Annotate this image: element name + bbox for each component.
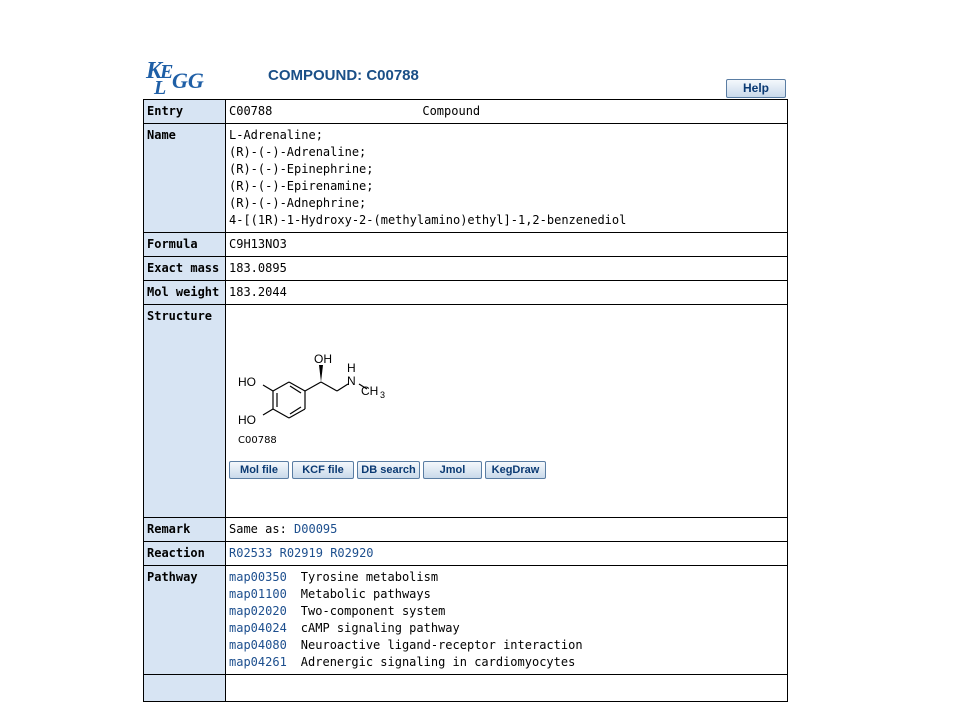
name-line: (R)-(-)-Adnephrine; [229, 196, 367, 210]
kegg-logo [146, 56, 208, 99]
label-formula: Formula [144, 233, 226, 257]
pathway-item [229, 603, 785, 620]
pathway-item [229, 654, 785, 671]
pathway-item [229, 586, 785, 603]
label-pathway: Pathway [144, 566, 226, 675]
mol-weight-value: 183.2044 [226, 281, 788, 305]
name-line: (R)-(-)-Epinephrine; [229, 162, 374, 176]
row-pathway [144, 566, 788, 675]
pathway-item [229, 620, 785, 637]
row-name [144, 124, 788, 233]
row-mol-weight [144, 281, 788, 305]
pathway-link[interactable]: map02020 [229, 604, 287, 618]
pathway-item [229, 637, 785, 654]
compound-entry-table [143, 99, 788, 669]
label-exact-mass: Exact mass [144, 257, 226, 281]
label-reaction: Reaction [144, 542, 226, 566]
name-line: (R)-(-)-Adrenaline; [229, 145, 367, 159]
pathway-item [229, 569, 785, 586]
remark-link[interactable]: D00095 [294, 522, 338, 536]
exact-mass-value: 183.0895 [226, 257, 788, 281]
entry-id: C00788 [229, 104, 273, 118]
structure-diagram [229, 342, 429, 457]
entry-type: Compound [422, 104, 481, 118]
atom-label: N [347, 374, 356, 388]
row-remark [144, 518, 788, 542]
svg-text:K: K [146, 58, 163, 84]
pathway-link[interactable]: map01100 [229, 587, 287, 601]
reaction-link[interactable]: R02919 [279, 546, 323, 560]
structure-buttons [229, 461, 546, 479]
row-reaction [144, 542, 788, 566]
kegdraw-button[interactable]: KegDraw [485, 461, 546, 479]
label-name: Name [144, 124, 226, 233]
reaction-link[interactable]: R02533 [229, 546, 273, 560]
page-title: COMPOUND: C00788 [268, 67, 419, 84]
row-next [144, 675, 788, 702]
atom-label: HO [238, 413, 256, 427]
pathway-link[interactable]: map04261 [229, 655, 287, 669]
atom-label: 3 [380, 390, 386, 400]
row-formula [144, 233, 788, 257]
pathway-link[interactable]: map00350 [229, 570, 287, 584]
remark-prefix: Same as: [229, 522, 295, 536]
svg-text:E: E [160, 61, 174, 83]
atom-label: H [347, 361, 356, 375]
svg-text:GG: GG [172, 68, 204, 93]
jmol-button[interactable]: Jmol [423, 461, 482, 479]
pathway-name: cAMP signaling pathway [300, 621, 460, 635]
atom-label: OH [314, 352, 332, 366]
name-line: L-Adrenaline; [229, 128, 323, 142]
label-structure: Structure [144, 305, 226, 518]
mol-file-button[interactable]: Mol file [229, 461, 289, 479]
name-line: 4-[(1R)-1-Hydroxy-2-(methylamino)ethyl]-1,2-benzenediol [229, 213, 627, 227]
help-button[interactable]: Help [726, 79, 786, 98]
pathway-name: Adrenergic signaling in cardiomyocytes [300, 655, 576, 669]
row-entry [144, 100, 788, 124]
atom-label: HO [238, 375, 256, 389]
structure-caption: C00788 [238, 435, 277, 446]
db-search-button[interactable]: DB search [357, 461, 420, 479]
pathway-name: Metabolic pathways [300, 587, 431, 601]
pathway-name: Two-component system [300, 604, 446, 618]
label-entry: Entry [144, 100, 226, 124]
kcf-file-button[interactable]: KCF file [292, 461, 354, 479]
formula-value: C9H13NO3 [226, 233, 788, 257]
pathway-link[interactable]: map04024 [229, 621, 287, 635]
pathway-name: Neuroactive ligand-receptor interaction [300, 638, 583, 652]
pathway-link[interactable]: map04080 [229, 638, 287, 652]
row-structure [144, 305, 788, 518]
label-remark: Remark [144, 518, 226, 542]
pathway-name: Tyrosine metabolism [300, 570, 439, 584]
name-line: (R)-(-)-Epirenamine; [229, 179, 374, 193]
structure-panel [229, 342, 785, 480]
row-exact-mass [144, 257, 788, 281]
reaction-link[interactable]: R02920 [330, 546, 374, 560]
svg-text:L: L [154, 77, 167, 99]
label-mol-weight: Mol weight [144, 281, 226, 305]
atom-label: CH [361, 384, 379, 398]
